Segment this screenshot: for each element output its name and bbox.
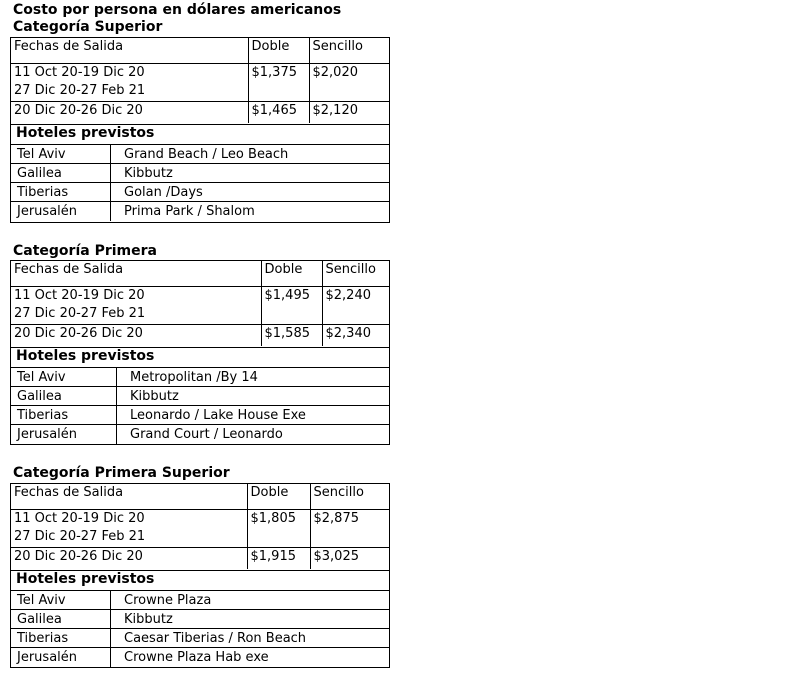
header-single: Sencillo	[309, 38, 390, 63]
single-price: $2,240	[322, 286, 390, 324]
dates-cell: 11 Oct 20-19 Dic 20 27 Dic 20-27 Feb 21	[11, 286, 261, 324]
hotel-row: Tiberias Leonardo / Lake House Exe	[11, 405, 389, 425]
price-table	[10, 483, 390, 571]
hotels-heading: Hoteles previstos	[16, 348, 155, 364]
header-single: Sencillo	[322, 261, 390, 286]
header-single: Sencillo	[310, 484, 390, 509]
hotel-row: Galilea Kibbutz	[11, 609, 389, 629]
price-table	[10, 260, 390, 348]
hotel-row: Galilea Kibbutz	[11, 163, 389, 183]
hotel-row: Tel Aviv Crowne Plaza	[11, 590, 389, 610]
category-title: Categoría Superior	[13, 19, 163, 35]
hotels-heading: Hoteles previstos	[16, 571, 155, 587]
double-price: $1,585	[261, 324, 322, 346]
header-double: Doble	[261, 261, 322, 286]
single-price: $2,020	[309, 63, 390, 101]
price-table	[10, 37, 390, 125]
document-title: Costo por persona en dólares americanos	[13, 2, 342, 18]
category-title: Categoría Primera	[13, 243, 157, 259]
dates-cell: 20 Dic 20-26 Dic 20	[11, 547, 247, 569]
single-price: $2,120	[309, 101, 390, 123]
single-price: $2,340	[322, 324, 390, 346]
double-price: $1,495	[261, 286, 322, 324]
double-price: $1,805	[247, 509, 310, 547]
category-title: Categoría Primera Superior	[13, 465, 230, 481]
single-price: $2,875	[310, 509, 390, 547]
dates-cell: 11 Oct 20-19 Dic 20 27 Dic 20-27 Feb 21	[11, 63, 248, 101]
double-price: $1,375	[248, 63, 309, 101]
header-dates: Fechas de Salida	[11, 484, 247, 509]
dates-cell: 20 Dic 20-26 Dic 20	[11, 324, 261, 346]
hotels-table	[10, 123, 390, 223]
header-dates: Fechas de Salida	[11, 38, 248, 63]
hotel-row: Jerusalén Crowne Plaza Hab exe	[11, 647, 389, 667]
single-price: $3,025	[310, 547, 390, 569]
dates-cell: 20 Dic 20-26 Dic 20	[11, 101, 248, 123]
hotel-row: Jerusalén Prima Park / Shalom	[11, 201, 389, 221]
hotels-table	[10, 346, 390, 445]
hotels-heading: Hoteles previstos	[16, 125, 155, 141]
hotel-row: Tiberias Caesar Tiberias / Ron Beach	[11, 628, 389, 648]
dates-cell: 11 Oct 20-19 Dic 20 27 Dic 20-27 Feb 21	[11, 509, 247, 547]
double-price: $1,915	[247, 547, 310, 569]
double-price: $1,465	[248, 101, 309, 123]
header-dates: Fechas de Salida	[11, 261, 261, 286]
hotel-row: Tiberias Golan /Days	[11, 182, 389, 202]
hotel-row: Tel Aviv Metropolitan /By 14	[11, 367, 389, 387]
hotel-row: Tel Aviv Grand Beach / Leo Beach	[11, 144, 389, 164]
header-double: Doble	[248, 38, 309, 63]
hotel-row: Jerusalén Grand Court / Leonardo	[11, 424, 389, 444]
hotels-table	[10, 569, 390, 668]
header-double: Doble	[247, 484, 310, 509]
hotel-row: Galilea Kibbutz	[11, 386, 389, 406]
